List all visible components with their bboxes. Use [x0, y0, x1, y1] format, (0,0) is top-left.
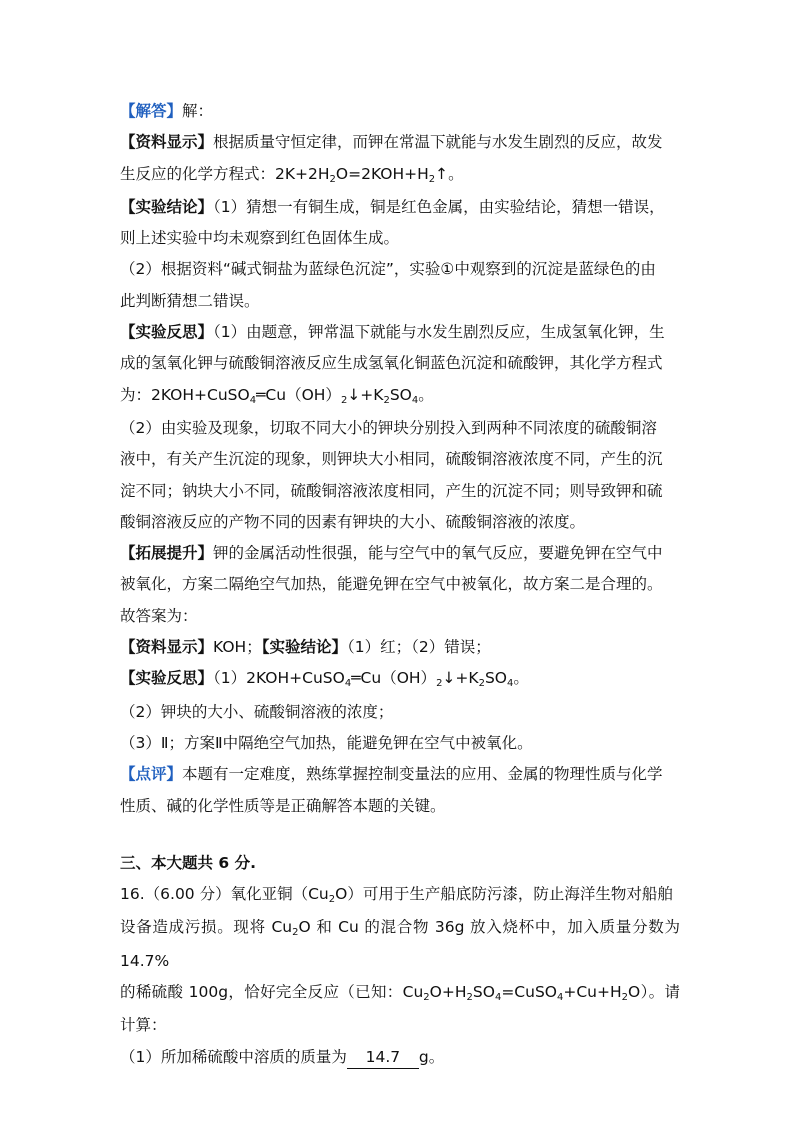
comment-paragraph: 【点评】本题有一定难度，熟练掌握控制变量法的应用、金属的物理性质与化学 性质、碱的化学性质等是正确解答本题的关键。 [120, 765, 663, 815]
answer-blank: 14.7 [347, 1046, 419, 1069]
info-paragraph: 【资料显示】根据质量守恒定律，而钾在常温下就能与水发生剧烈的反应，故发 生反应的化学方程式：2K+2H2O=2KOH+H2↑。 [120, 133, 663, 185]
experiment-conclusion: 【实验结论】（1）猜想一有铜生成，铜是红色金属，由实验结论，猜想一错误， 则上述实验中均未观察到红色固体生成。 （2）根据资料“碱式铜盐为蓝绿色沉淀”，实验①中观察到的沉淀是蓝绿色的由 此判断猜想二错误。 [120, 197, 665, 310]
question-16: 16.（6.00 分）氧化亚铜（Cu2O）可用于生产船底防污漆，防止海洋生物对船舶 设备造成污损。现将 Cu2O 和 Cu 的混合物 36g 放入烧杯中，加入质量分数为 14.7% 的稀硫酸 100g，恰好完全反应（已知：Cu2O+H2SO4=CuSO4+Cu+H2O）。请计算： （1）所加稀硫酸中溶质的质量为 14.7 g。 [120, 879, 680, 1073]
experiment-reflection: 【实验反思】（1）由题意，钾常温下就能与水发生剧烈反应，生成氢氧化钾，生 成的氢氧化钾与硫酸铜溶液反应生成氢氧化铜蓝色沉淀和硫酸钾，其化学方程式 为：2KOH+CuSO4═Cu（OH）2↓+K2SO4。 （2）由实验及现象，切取不同大小的钾块分别投入到两种不同浓度的硫酸铜溶 液中，有关产生沉淀的现象，则钾块大小相同，硫酸铜溶液浓度不同，产生的沉 淀不同；钠块大小不同，硫酸铜溶液浓度相同，产生的沉淀不同；则导致钾和硫 酸铜溶液反应的产物不同的因素有钾块的大小、硫酸铜溶液的浓度。 [120, 323, 665, 531]
section-title: 三、本大题共 6 分. [120, 853, 256, 872]
solution-heading: 【解答】解： [120, 102, 214, 120]
comment-label: 【点评】 [120, 765, 183, 784]
solution-label: 【解答】 [120, 102, 183, 120]
answer-block: 【资料显示】KOH；【实验结论】（1）红；（2）错误； 【实验反思】（1）2KOH+CuSO4═Cu（OH）2↓+K2SO4。 （2）钾块的大小、硫酸铜溶液的浓度； （3）Ⅱ；方案Ⅱ中隔绝空气加热，能避免钾在空气中被氧化。 [120, 638, 533, 752]
extension-paragraph: 【拓展提升】钾的金属活动性很强，能与空气中的氧气反应，要避免钾在空气中 被氧化，方案二隔绝空气加热，能避免钾在空气中被氧化，故方案二是合理的。 故答案为： [120, 544, 663, 625]
document-page [120, 96, 680, 1073]
